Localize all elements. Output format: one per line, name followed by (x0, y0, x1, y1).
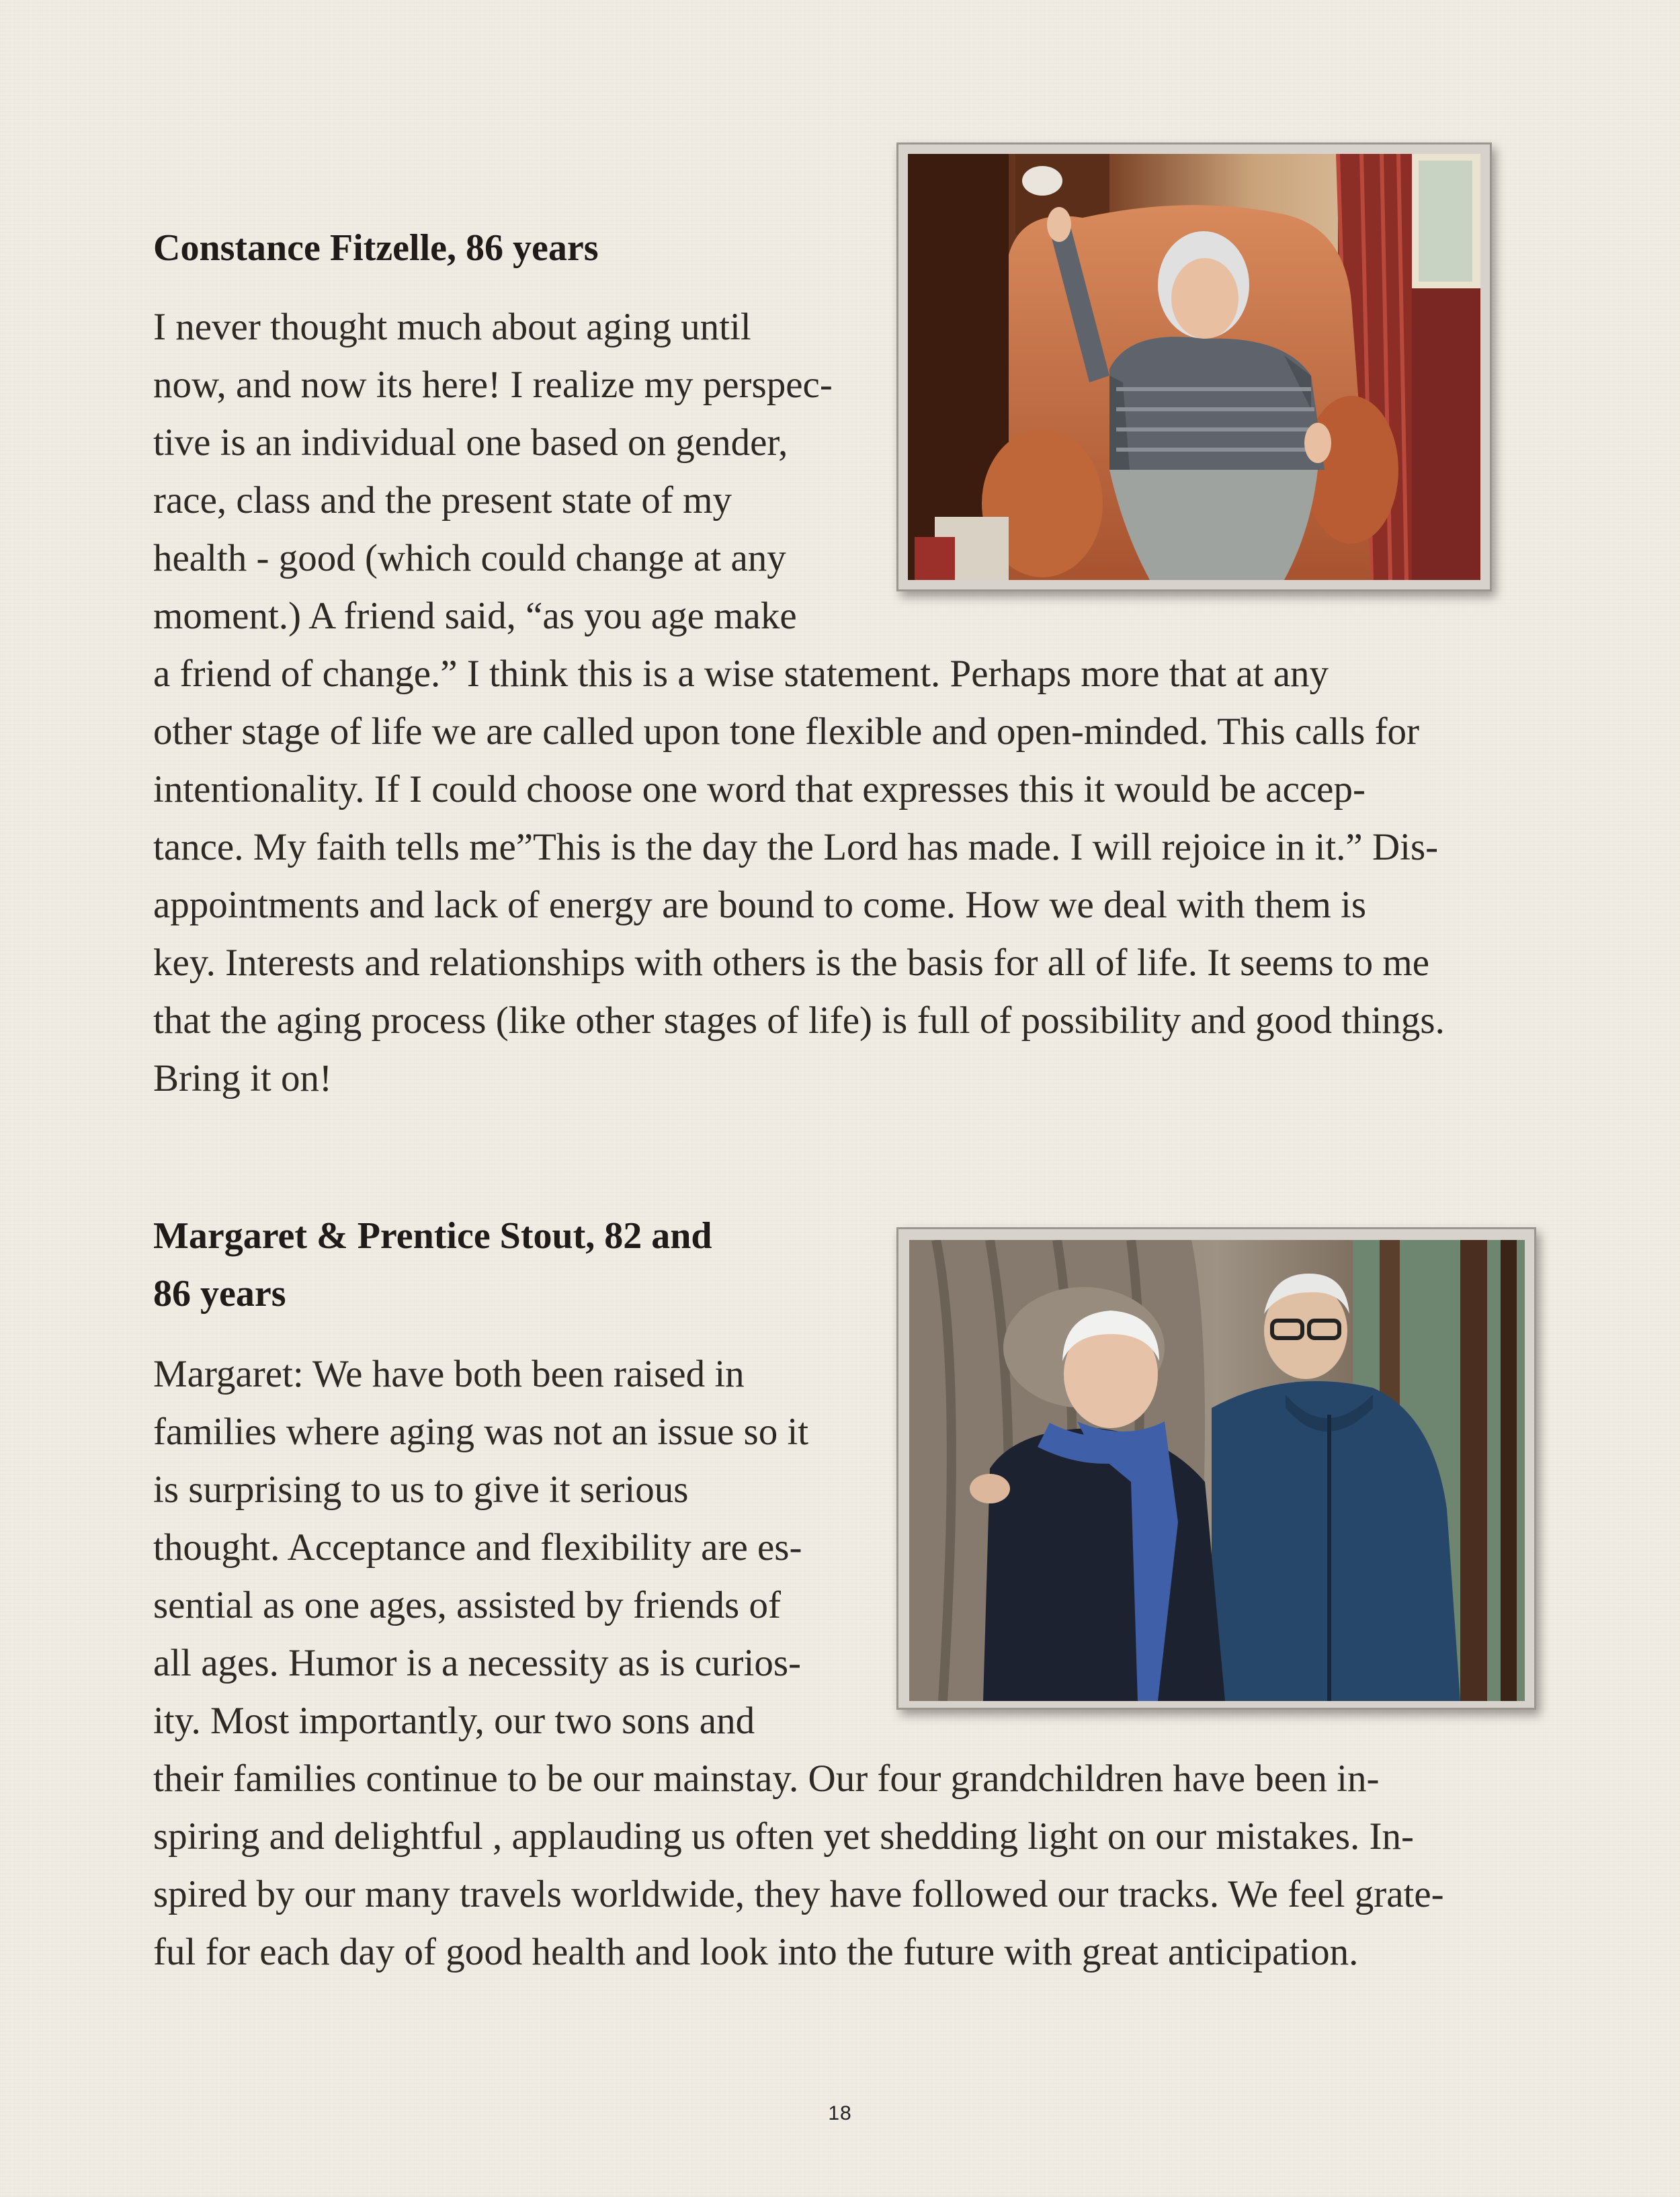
section2-line: sential as one ages, assisted by friends of (153, 1584, 781, 1626)
section1-line: now, and now its here! I realize my perspec- (153, 364, 833, 406)
section1-line: tance. My faith tells me”This is the day the Lord has made. I will rejoice in it.” Dis- (153, 826, 1439, 868)
section2-heading-line: Margaret & Prentice Stout, 82 and (153, 1215, 712, 1257)
section1-line: race, class and the present state of my (153, 479, 732, 522)
section2-heading-line: 86 years (153, 1273, 286, 1315)
section1-line: Bring it on! (153, 1057, 332, 1100)
section2-line: spiring and delightful , applauding us often yet shedding light on our mistakes. In- (153, 1815, 1414, 1858)
section1-line: I never thought much about aging until (153, 306, 751, 348)
section1-line: key. Interests and relationships with others is the basis for all of life. It seems to me (153, 942, 1430, 984)
section2-line: families where aging was not an issue so it (153, 1411, 809, 1453)
section1-heading: Constance Fitzelle, 86 years (153, 227, 599, 269)
section2-line: ful for each day of good health and look into the future with great anticipation. (153, 1931, 1359, 1973)
constance-photo-image (908, 154, 1480, 580)
section1-line: other stage of life we are called upon tone flexible and open-minded. This calls for (153, 710, 1420, 753)
section2-line: spired by our many travels worldwide, they have followed our tracks. We feel grate- (153, 1873, 1444, 1915)
stout-photo-image (909, 1240, 1525, 1701)
section2-line: thought. Acceptance and flexibility are es- (153, 1526, 802, 1569)
section2-line: all ages. Humor is a necessity as is curios- (153, 1642, 802, 1684)
section1-line: that the aging process (like other stages of life) is full of possibility and good things. (153, 999, 1445, 1042)
stout-photo (896, 1227, 1536, 1710)
section2-line: Margaret: We have both been raised in (153, 1353, 745, 1395)
section2-line: ity. Most importantly, our two sons and (153, 1700, 755, 1742)
section1-line: moment.) A friend said, “as you age make (153, 595, 797, 637)
constance-photo (896, 142, 1492, 591)
section1-line: intentionality. If I could choose one word that expresses this it would be accep- (153, 768, 1366, 811)
section1-line: health - good (which could change at any (153, 537, 786, 579)
section2-line: their families continue to be our mainstay. Our four grandchildren have been in- (153, 1757, 1380, 1800)
section1-line: appointments and lack of energy are bound to come. How we deal with them is (153, 884, 1367, 926)
section1-line: a friend of change.” I think this is a wise statement. Perhaps more that at any (153, 653, 1329, 695)
section1-line: tive is an individual one based on gender, (153, 421, 788, 464)
page-number: 18 (828, 2102, 852, 2124)
section2-line: is surprising to us to give it serious (153, 1468, 689, 1511)
